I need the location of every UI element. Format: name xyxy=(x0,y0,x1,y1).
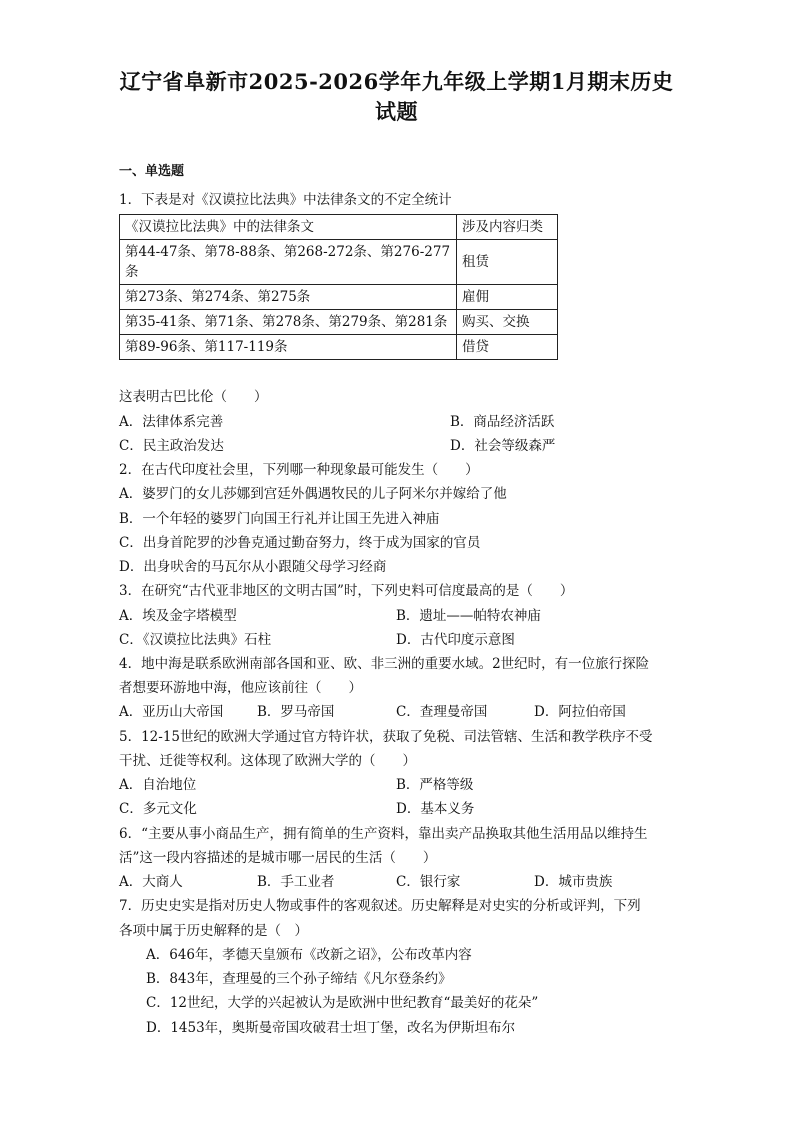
q4-stem-line2: 者想要环游地中海，他应该前往（ ） xyxy=(119,680,362,696)
q7-option-b[interactable]: B．843年，查理曼的三个孙子缔结《凡尔登条约》 xyxy=(146,971,452,987)
q1-stem: 1．下表是对《汉谟拉比法典》中法律条文的不定全统计 xyxy=(119,192,452,208)
q2-option-b[interactable]: B．一个年轻的婆罗门向国王行礼并让国王先进入神庙 xyxy=(119,511,440,527)
q6-stem-line2: 活”这一段内容描述的是城市哪一居民的生活（ ） xyxy=(119,850,437,866)
q2-option-c[interactable]: C．出身首陀罗的沙鲁克通过勤奋努力，终于成为国家的官员 xyxy=(119,535,481,551)
q4-stem-line1: 4．地中海是联系欧洲南部各国和亚、欧、非三洲的重要水域。2世纪时，有一位旅行探险 xyxy=(119,656,650,672)
q4-option-a[interactable]: A．亚历山大帝国 xyxy=(119,704,224,720)
q7-stem-line1: 7．历史史实是指对历史人物或事件的客观叙述。历史解释是对史实的分析或评判，下列 xyxy=(119,898,641,914)
table-row xyxy=(120,240,558,285)
table-cell-category: 借贷 xyxy=(457,335,558,360)
q3-option-c[interactable]: C．《汉谟拉比法典》石柱 xyxy=(119,632,272,648)
law-table xyxy=(119,214,558,360)
q1-option-a[interactable]: A．法律体系完善 xyxy=(119,414,224,430)
q1-prompt: 这表明古巴比伦（ ） xyxy=(119,389,268,405)
q7-option-a[interactable]: A．646年，孝德天皇颁布《改新之诏》，公布改革内容 xyxy=(146,947,472,963)
q1-option-b[interactable]: B．商品经济活跃 xyxy=(450,414,555,430)
exam-title-line2: 试题 xyxy=(375,99,418,124)
q5-stem-line2: 干扰、迁徙等权利。这体现了欧洲大学的（ ） xyxy=(119,753,416,769)
q2-option-a[interactable]: A．婆罗门的女儿莎娜到宫廷外偶遇牧民的儿子阿米尔并嫁给了他 xyxy=(119,486,507,502)
section-heading: 一、单选题 xyxy=(119,164,185,179)
q6-option-b[interactable]: B．手工业者 xyxy=(257,874,335,890)
q6-option-d[interactable]: D．城市贵族 xyxy=(534,874,613,890)
table-cell-category: 租赁 xyxy=(457,240,558,285)
table-row xyxy=(120,335,558,360)
table-cell-category: 购买、交换 xyxy=(457,310,558,335)
table-cell-category: 雇佣 xyxy=(457,285,558,310)
q2-stem: 2．在古代印度社会里，下列哪一种现象最可能发生（ ） xyxy=(119,462,479,478)
q7-stem-line2: 各项中属于历史解释的是（ ） xyxy=(119,923,308,939)
q6-option-c[interactable]: C．银行家 xyxy=(396,874,461,890)
q1-option-c[interactable]: C．民主政治发达 xyxy=(119,438,224,454)
table-header-category: 涉及内容归类 xyxy=(457,215,558,240)
q3-option-a[interactable]: A．埃及金字塔模型 xyxy=(119,608,237,624)
q3-option-b[interactable]: B．遗址——帕特农神庙 xyxy=(396,608,541,624)
q2-option-d[interactable]: D．出身吠舍的马瓦尔从小跟随父母学习经商 xyxy=(119,559,387,575)
table-row xyxy=(120,310,558,335)
q5-option-a[interactable]: A．自治地位 xyxy=(119,777,197,793)
table-cell-articles: 第89-96条、第117-119条 xyxy=(120,335,457,360)
q5-option-c[interactable]: C．多元文化 xyxy=(119,801,197,817)
exam-title-line1: 辽宁省阜新市2025-2026学年九年级上学期1月期末历史 xyxy=(119,69,674,94)
table-header-row xyxy=(120,215,558,240)
table-cell-articles: 第273条、第274条、第275条 xyxy=(120,285,457,310)
q4-option-c[interactable]: C．查理曼帝国 xyxy=(396,704,488,720)
q6-stem-line1: 6．“主要从事小商品生产，拥有简单的生产资料，靠出卖产品换取其他生活用品以维持生 xyxy=(119,826,648,842)
q3-stem: 3．在研究“古代亚非地区的文明古国”时，下列史料可信度最高的是（ ） xyxy=(119,583,574,599)
q4-option-b[interactable]: B．罗马帝国 xyxy=(257,704,335,720)
q5-option-d[interactable]: D．基本义务 xyxy=(396,801,475,817)
q5-option-b[interactable]: B．严格等级 xyxy=(396,777,474,793)
table-cell-articles: 第44-47条、第78-88条、第268-272条、第276-277条 xyxy=(120,240,457,285)
table-header-articles: 《汉谟拉比法典》中的法律条文 xyxy=(120,215,457,240)
q1-option-d[interactable]: D．社会等级森严 xyxy=(450,438,556,454)
q5-stem-line1: 5．12-15世纪的欧洲大学通过官方特许状，获取了免税、司法管辖、生活和教学秩序不受 xyxy=(119,729,653,745)
table-cell-articles: 第35-41条、第71条、第278条、第279条、第281条 xyxy=(120,310,457,335)
table-row xyxy=(120,285,558,310)
q3-option-d[interactable]: D．古代印度示意图 xyxy=(396,632,515,648)
q6-option-a[interactable]: A．大商人 xyxy=(119,874,183,890)
q4-option-d[interactable]: D．阿拉伯帝国 xyxy=(534,704,626,720)
q7-option-d[interactable]: D．1453年，奥斯曼帝国攻破君士坦丁堡，改名为伊斯坦布尔 xyxy=(146,1020,516,1036)
q7-option-c[interactable]: C．12世纪，大学的兴起被认为是欧洲中世纪教育“最美好的花朵” xyxy=(146,995,539,1011)
